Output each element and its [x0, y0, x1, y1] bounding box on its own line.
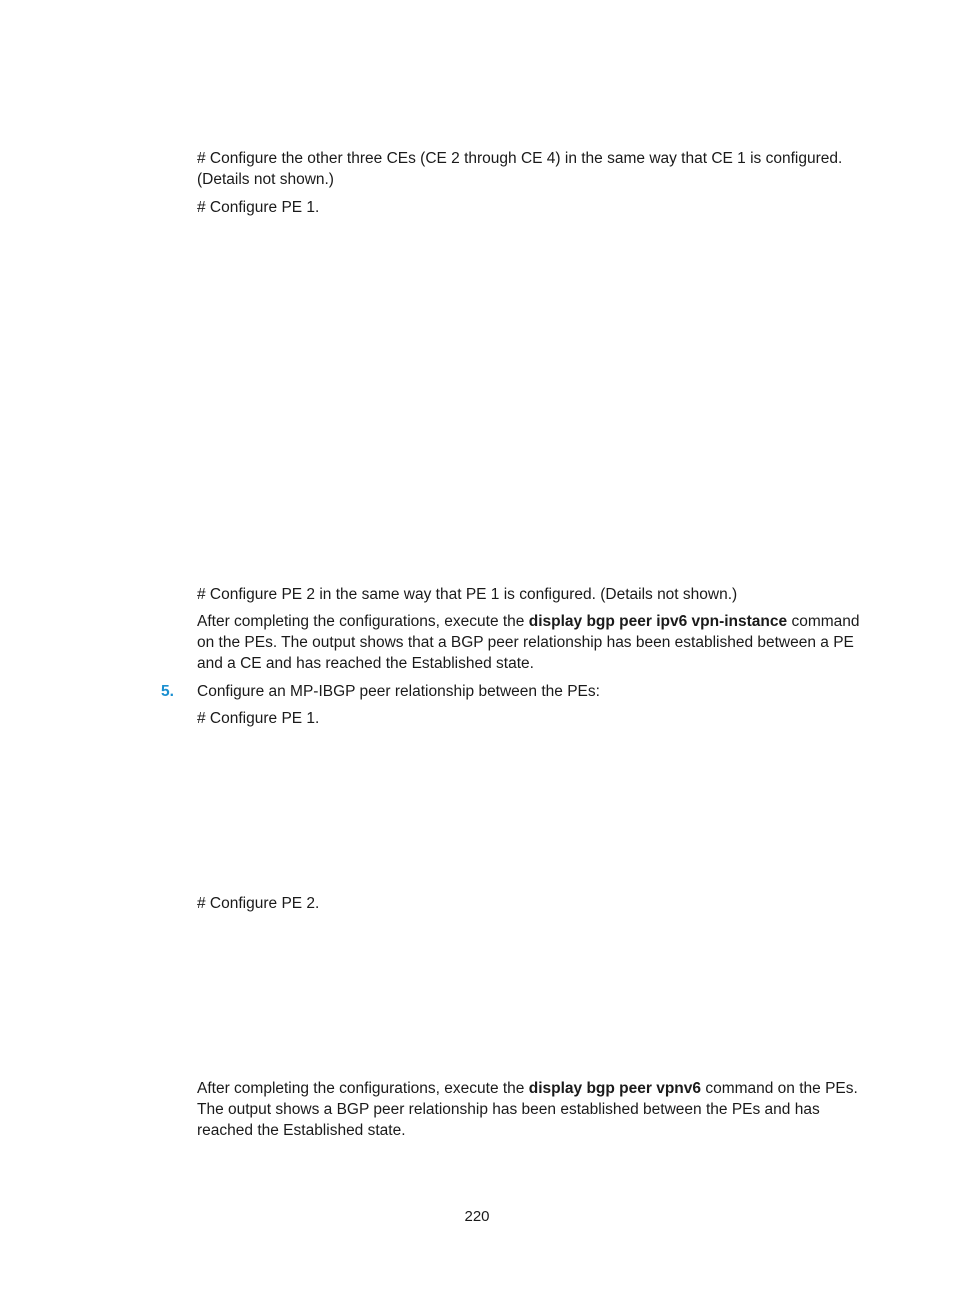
paragraph-configure-ces: # Configure the other three CEs (CE 2 through CE 4) in the same way that CE 1 is configured. (Details not shown.) — [197, 150, 843, 188]
text: command on the PEs. The output shows that a BGP peer relationship has been established between a PE and a CE and has reached the Established state. — [197, 613, 860, 672]
paragraph-configure-pe2-mpibgp: # Configure PE 2. — [197, 895, 320, 912]
paragraph-configure-pe2-same: # Configure PE 2 in the same way that PE 1 is configured. (Details not shown.) — [197, 586, 738, 603]
paragraph-configure-pe1-mpibgp: # Configure PE 1. — [197, 710, 320, 727]
command: display bgp peer vpnv6 — [528, 1080, 702, 1097]
paragraph-verify-ce-peer — [197, 611, 867, 674]
step-number: 5. — [161, 683, 174, 700]
command: display bgp peer ipv6 vpn-instance — [528, 613, 788, 630]
paragraph-configure-pe1: # Configure PE 1. — [197, 199, 320, 216]
step-5-text: Configure an MP-IBGP peer relationship between the PEs: — [197, 683, 600, 700]
text: command on the PEs. The output shows a BGP peer relationship has been established between the PEs and has reached the Established state. — [197, 1080, 858, 1139]
text: After completing the configurations, execute the — [197, 1080, 529, 1097]
text: After completing the configurations, execute the — [197, 613, 529, 630]
paragraph-verify-pe-peer — [197, 1078, 867, 1141]
page-number: 220 — [464, 1208, 490, 1225]
